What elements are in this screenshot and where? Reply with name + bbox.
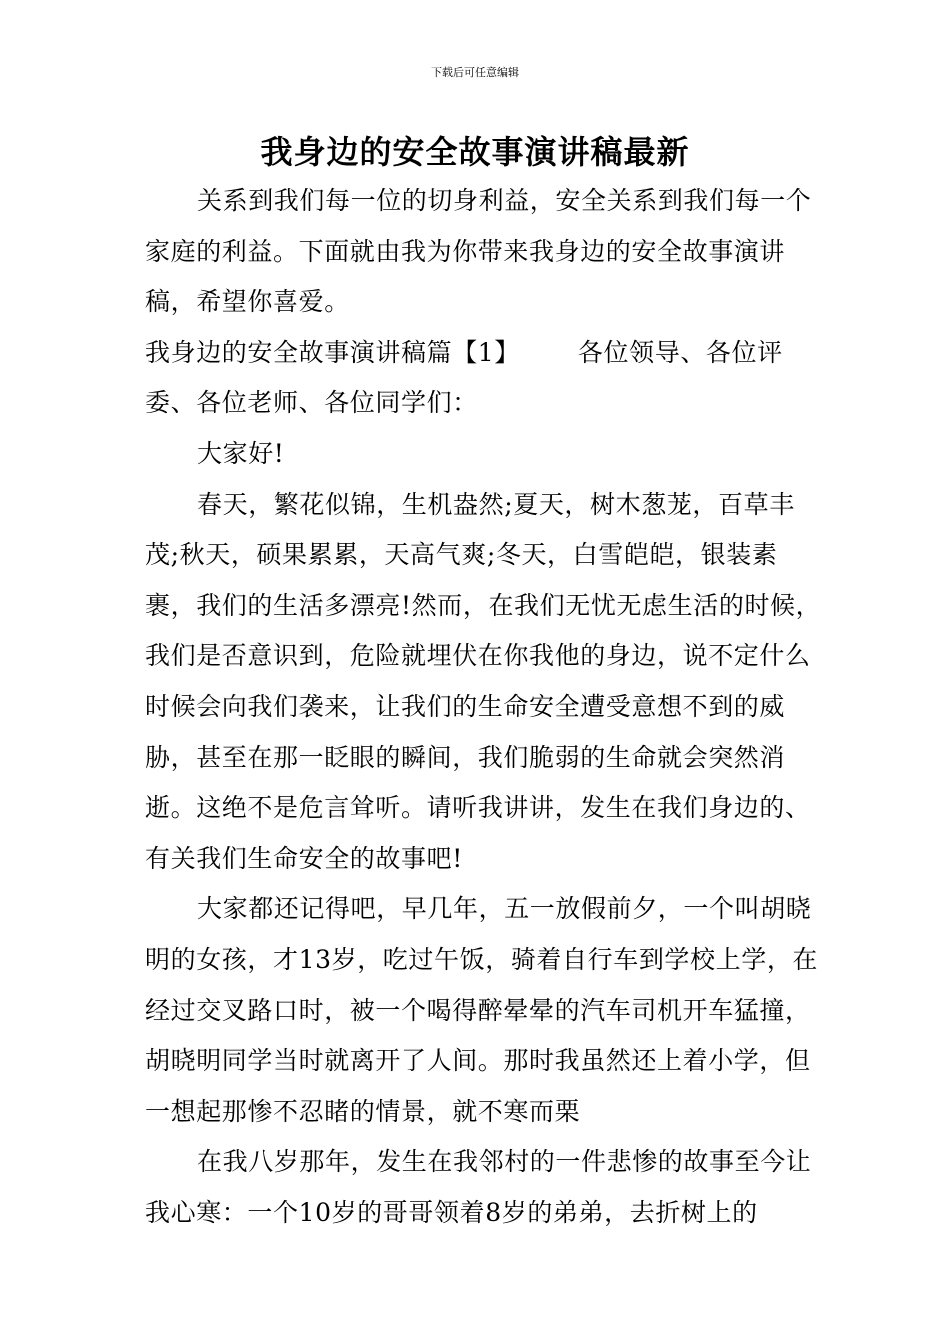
greeting: 大家好!: [197, 438, 285, 468]
section-line: [145, 328, 825, 429]
body-paragraph-1: 春天，繁花似锦，生机盎然;夏天，树木葱茏，百草丰茂;秋天，硕果累累，天高气爽;冬天，白雪皑皑，银装素裹，我们的生活多漂亮!然而，在我们无忧无虑生活的时候，我们是否意识到，危险就埋伏在你我他的身边，说不定什么时候会向我们袭来，让我们的生命安全遭受意想不到的威胁，甚至在那一眨眼的瞬间，我们脆弱的生命就会突然消逝。这绝不是危言耸听。请听我讲讲，发生在我们身边的、有关我们生命安全的故事吧!: [145, 489, 822, 873]
document-body: [145, 176, 825, 1238]
document-title: 我身边的安全故事演讲稿最新: [260, 133, 690, 171]
intro-paragraph: 关系到我们每一位的切身利益，安全关系到我们每一个家庭的利益。下面就由我为你带来我身边的安全故事演讲稿，希望你喜爱。: [145, 186, 812, 317]
salutation: 各位领导、各位评委、各位老师、各位同学们：: [145, 337, 783, 418]
header-note: 下载后可任意编辑: [431, 66, 519, 79]
body-paragraph-3: 在我八岁那年，发生在我邻村的一件悲惨的故事至今让我心寒：一个10岁的哥哥领着8岁的弟弟，去折树上的: [145, 1147, 812, 1227]
body-paragraph-2: 大家都还记得吧，早几年，五一放假前夕，一个叫胡晓明的女孩，才13岁，吃过午饭，骑着自行车到学校上学，在经过交叉路口时，被一个喝得醉晕晕的汽车司机开车猛撞，胡晓明同学当时就离开了人间。那时我虽然还上着小学，但一想起那惨不忍睹的情景，就不寒而栗: [145, 894, 819, 1126]
section-heading: 我身边的安全故事演讲稿篇【1】: [145, 337, 520, 367]
